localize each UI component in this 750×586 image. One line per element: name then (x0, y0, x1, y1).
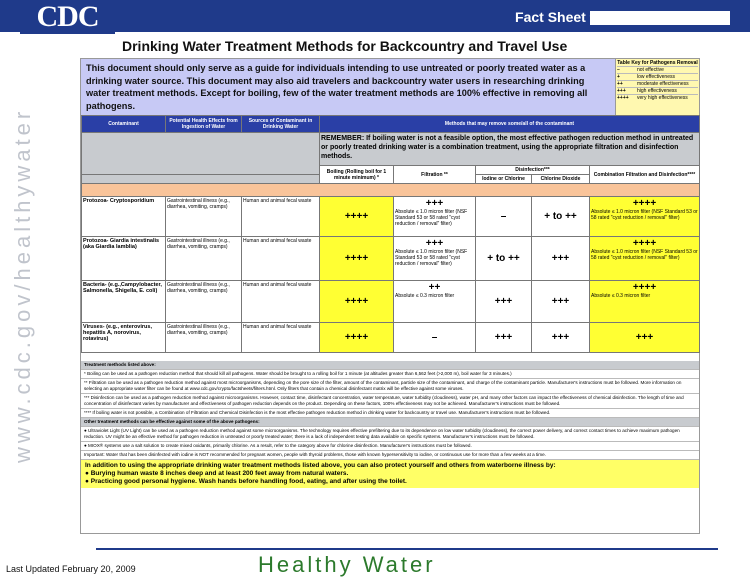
notes-listed-head: Treatment methods listed above: (81, 361, 699, 370)
key-row: ++++ very high effectiveness (617, 94, 698, 101)
remember-blank-2 (82, 175, 320, 184)
col-disinfection: Disinfection*** (476, 166, 590, 175)
table-row: Protozoa- Giardia intestinalis (aka Giardia lamblia) Gastrointestinal illness (e.g., diarrhea, vomiting, cramps) Human and animal fecal waste ++++ +++ Absolute ≤ 1.0 micron filter (NSF Standard 53 or 58 rated "cyst reduction / removal" filter) + to ++ +++ ++++ Absolute ≤ 1.0 micron filter (NSF Standard 53 or 58 rated "cyst reduction / removal" filter) (82, 237, 700, 281)
header-sources: Sources of Contaminant in Drinking Water (242, 116, 320, 133)
closing-item: ● Practicing good personal hygiene. Wash hands before handling food, eating, and after using the toilet. (85, 478, 407, 485)
header-methods: Methods that may remove some/all of the contaminant (320, 116, 700, 133)
spacer-row (82, 184, 700, 197)
note-filtration: ** Filtration can be used as a pathogen reduction method against most microorganisms, depending on the pore size of the filter, amount of the contaminant, particle size of the contaminant, and charge of the contaminant particle. Manufacturer's instructions must be followed. More information on selecting an appropriate water filter can be found at www.cdc.gov/crypto/factsheets/filters.html. Only filters that contain a chemical disinfectant matrix will be effective against some viruses. (81, 379, 699, 394)
note-important: Important: Water that has been disinfected with iodine is NOT recommended for pregnant women, people with thyroid problems, those with known hypersensitivity to iodine, or continuous use for more than a few weeks at a time. (81, 451, 699, 460)
last-updated: Last Updated February 20, 2009 (6, 564, 136, 574)
table-row: Bacteria- (e.g.,Campylobacter, Salmonella, Shigella, E. coli) Gastrointestinal illness (e.g., diarrhea, vomiting, cramps) Human and animal fecal waste ++++ ++ Absolute ≤ 0.3 micron filter +++ +++ ++++ Absolute ≤ 0.3 micron filter (82, 281, 700, 323)
closing-box (81, 460, 699, 488)
footer-divider (96, 548, 718, 550)
side-url-watermark: www.cdc.gov/healthywater (10, 107, 35, 463)
remember-blank (82, 133, 320, 175)
notes-other-head: Other treatment methods can be effective against some of the above pathogens: (81, 418, 699, 427)
page-title: Drinking Water Treatment Methods for Backcountry and Travel Use (122, 38, 568, 54)
key-row: + low effectiveness (617, 73, 698, 80)
table-row: Viruses- (e.g., enterovirus, hepatitis A, norovirus, rotavirus) Gastrointestinal illness (e.g., diarrhea, vomiting, cramps) Human and animal fecal waste ++++ – +++ +++ +++ (82, 323, 700, 353)
table-key (615, 59, 699, 115)
col-combination: Combination Filtration and Disinfection**** (590, 166, 700, 184)
note-miox: ● MIOX® systems use a salt solution to create mixed oxidants, primarily chlorine. As a result, refer to the category above for chlorine disinfection. Manufacturer's instructions must be followed. (81, 442, 699, 451)
note-combination: **** If boiling water is not possible, a Combination of Filtration and Chemical Disinfection is the most effective pathogen reduction method in drinking water for backcountry or travel use. Manufacturer's instructions must be followed. (81, 409, 699, 418)
table-row: Protozoa- Cryptosporidium Gastrointestinal illness (e.g., diarrhea, vomiting, cramps) Human and animal fecal waste ++++ +++ Absolute ≤ 1.0 micron filter (NSF Standard 53 or 58 rated "cyst reduction / removal" filter) – + to ++ ++++ Absolute ≤ 1.0 micron filter (NSF Standard 53 or 58 rated "cyst reduction / removal" filter) (82, 197, 700, 237)
note-boiling: * Boiling can be used as a pathogen reduction method that should kill all pathogens. Water should be brought to a rolling boil for 1 minute (at altitudes greater than 6,562 feet (>2,000 m), boil water for 3 minutes.) (81, 370, 699, 379)
healthy-water-brand: Healthy Water (258, 552, 436, 577)
col-filtration: Filtration ** (394, 166, 476, 184)
header-effects: Potential Health Effects from Ingestion of Water (166, 116, 242, 133)
treatment-table (81, 115, 700, 353)
key-row: – not effective (617, 66, 698, 73)
notes-section (81, 361, 699, 488)
document-body (80, 58, 700, 534)
remember-note: REMEMBER: If boiling water is not a feasible option, the most effective pathogen reduction method in untreated or poorly treated drinking water is a combination treatment, using the appropriate filtration and disinfection methods. (320, 133, 700, 166)
col-iodine: Iodine or Chlorine (476, 175, 532, 184)
key-title: Table Key for Pathogens Removal (617, 60, 698, 66)
intro-text: This document should only serve as a guide for individuals intending to use untreated or poorly treated water as a drinking water source. This document may also aid travelers and backcountry water users in researching drinking water treatment methods. Except for boiling, few of the water treatment methods are 100% effective in removing all pathogens. (81, 59, 615, 115)
col-boiling: Boiling (Rolling boil for 1 minute minimum) * (320, 166, 394, 184)
closing-item: ● Burying human waste 8 inches deep and at least 200 feet away from natural waters. (85, 470, 349, 477)
col-chlorine-dioxide: Chlorine Dioxide (532, 175, 590, 184)
fact-main: Fact Sheet (515, 9, 586, 25)
cdc-logo[interactable]: CDC (20, 0, 115, 34)
fact-sheet-label (515, 9, 730, 25)
key-row: ++ moderate effectiveness (617, 80, 698, 87)
note-disinfection: *** Disinfection can be used as a pathogen reduction method against microorganisms. However, contact time, disinfectant concentration, water temperature, water turbidity (cloudiness), water pH, and many other factors can impact the effectiveness of chemical disinfection. The length of time and concentration of disinfectant varies by manufacturer and effectiveness of pathogen reduction depends on the product. Depending on these factors, 100% effectiveness may not be achieved. Manufacturer's instructions must be followed. (81, 394, 699, 409)
note-uv: ● Ultraviolet Light (UV Light) can be used as a pathogen reduction method against some microorganisms. The technology requires effective prefiltering due to its dependence on low water turbidity (cloudiness), the correct power delivery, and correct contact times to achieve maximum pathogen reduction. UV might be an effective method for pathogen reduction in untreated or poorly treated water; there is a lack of independent testing data available on specific systems. Manufacturer's instructions must be followed. (81, 427, 699, 442)
header-contaminant: Contaminant (82, 116, 166, 133)
key-row: +++ high effectiveness (617, 87, 698, 94)
fact-sub: for Healthy Drinking Water (589, 11, 730, 26)
closing-intro: In addition to using the appropriate drinking water treatment methods listed above, you can also protect yourself and others from waterborne illness by: (85, 462, 556, 469)
